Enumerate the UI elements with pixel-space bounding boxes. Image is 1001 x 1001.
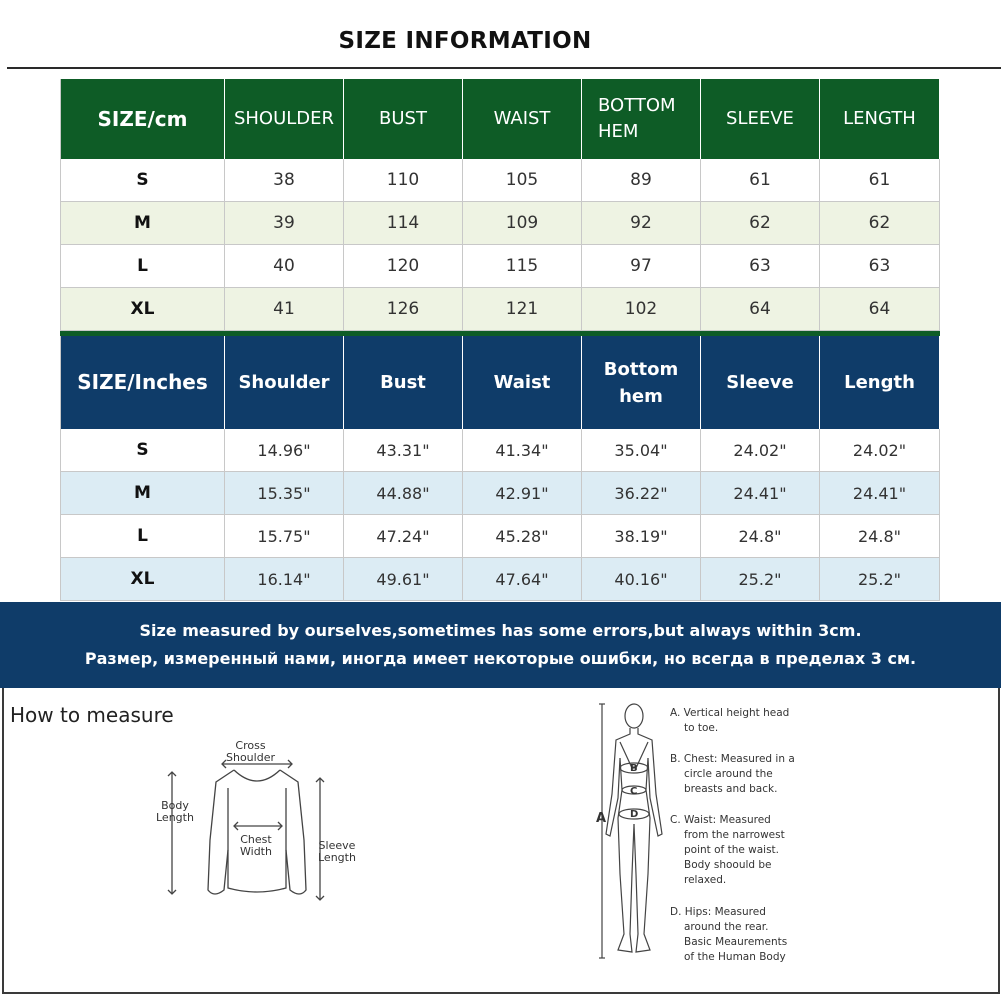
measurement-notice-banner [0,602,1001,688]
value-cell: 38 [225,159,344,202]
size-cell: XL [60,288,225,331]
value-cell: 24.02" [820,429,940,472]
value-cell: 24.41" [820,472,940,515]
header-cell: Length [820,336,940,429]
note-line: circle around the [684,768,773,780]
note-line: around the rear. [684,921,769,933]
value-cell: 120 [344,245,463,288]
value-cell: 25.2" [701,558,820,601]
value-cell: 109 [463,202,582,245]
title-divider [7,67,1001,69]
value-cell: 24.8" [701,515,820,558]
size-cell: M [60,472,225,515]
value-cell: 43.31" [344,429,463,472]
value-cell: 121 [463,288,582,331]
value-cell: 62 [820,202,940,245]
value-cell: 114 [344,202,463,245]
notice-russian: Размер, измеренный нами, иногда имеет некоторые ошибки, но всегда в пределах 3 см. [84,649,917,668]
note-heading: A. Vertical height head [670,707,790,719]
value-cell: 45.28" [463,515,582,558]
chest-width-label: Chest Width [240,833,272,858]
value-cell: 15.75" [225,515,344,558]
note-heading: D. Hips: Measured [670,906,766,918]
size-cell: XL [60,558,225,601]
header-cell: BUST [344,79,463,159]
header-cell: BOTTOM HEM [582,79,701,159]
how-to-measure-title: How to measure [10,703,174,727]
header-cell: Shoulder [225,336,344,429]
notice-english: Size measured by ourselves,sometimes has some errors,but always within 3cm. [139,621,862,640]
value-cell: 47.24" [344,515,463,558]
value-cell: 105 [463,159,582,202]
body-length-label: Body Length [156,799,194,824]
value-cell: 102 [582,288,701,331]
note-line: from the narrowest [684,829,785,841]
value-cell: 24.02" [701,429,820,472]
value-cell: 35.04" [582,429,701,472]
note-heading: C. Waist: Measured [670,814,771,826]
note-line: of the Human Body [684,951,786,963]
value-cell: 14.96" [225,429,344,472]
value-cell: 40.16" [582,558,701,601]
size-cell: M [60,202,225,245]
value-cell: 64 [701,288,820,331]
value-cell: 61 [820,159,940,202]
value-cell: 38.19" [582,515,701,558]
value-cell: 126 [344,288,463,331]
marker-a: A [596,811,607,826]
measure-note-c [670,813,785,888]
cross-shoulder-label: Cross Shoulder [226,739,275,764]
body-figure [596,698,672,970]
size-cell: L [60,515,225,558]
value-cell: 36.22" [582,472,701,515]
header-cell: LENGTH [820,79,940,159]
value-cell: 16.14" [225,558,344,601]
header-cell: Bottom hem [582,336,701,429]
measure-note-b [670,752,795,797]
value-cell: 15.35" [225,472,344,515]
value-cell: 110 [344,159,463,202]
note-line: point of the waist. [684,844,780,856]
marker-b: B [630,763,638,774]
header-cell: SHOULDER [225,79,344,159]
value-cell: 97 [582,245,701,288]
header-cell: Sleeve [701,336,820,429]
value-cell: 24.8" [820,515,940,558]
value-cell: 44.88" [344,472,463,515]
value-cell: 49.61" [344,558,463,601]
value-cell: 41.34" [463,429,582,472]
header-cell: SIZE/cm [60,79,225,159]
value-cell: 39 [225,202,344,245]
header-cell: WAIST [463,79,582,159]
size-cell: S [60,159,225,202]
header-cell: SLEEVE [701,79,820,159]
value-cell: 62 [701,202,820,245]
note-heading: B. Chest: Measured in a [670,753,795,765]
measure-note-a [670,706,789,736]
value-cell: 47.64" [463,558,582,601]
value-cell: 64 [820,288,940,331]
size-cell: S [60,429,225,472]
note-line: to toe. [684,722,719,734]
value-cell: 61 [701,159,820,202]
value-cell: 41 [225,288,344,331]
marker-c: C [630,786,638,797]
value-cell: 92 [582,202,701,245]
value-cell: 63 [820,245,940,288]
measure-note-d [670,905,787,965]
value-cell: 42.91" [463,472,582,515]
page-title: SIZE INFORMATION [338,28,592,54]
value-cell: 24.41" [701,472,820,515]
header-cell: Waist [463,336,582,429]
header-cell: SIZE/Inches [60,336,225,429]
size-cell: L [60,245,225,288]
value-cell: 40 [225,245,344,288]
note-line: Basic Meaurements [684,936,788,948]
sleeve-length-label: Sleeve Length [318,839,356,864]
marker-d: D [630,809,639,820]
size-table-inches [60,336,940,601]
note-line: Body shoould be [684,859,772,871]
garment-diagram [150,740,380,920]
note-line: breasts and back. [684,783,778,795]
note-line: relaxed. [684,874,727,886]
value-cell: 63 [701,245,820,288]
value-cell: 89 [582,159,701,202]
value-cell: 25.2" [820,558,940,601]
header-cell: Bust [344,336,463,429]
value-cell: 115 [463,245,582,288]
size-table-cm [60,79,940,331]
